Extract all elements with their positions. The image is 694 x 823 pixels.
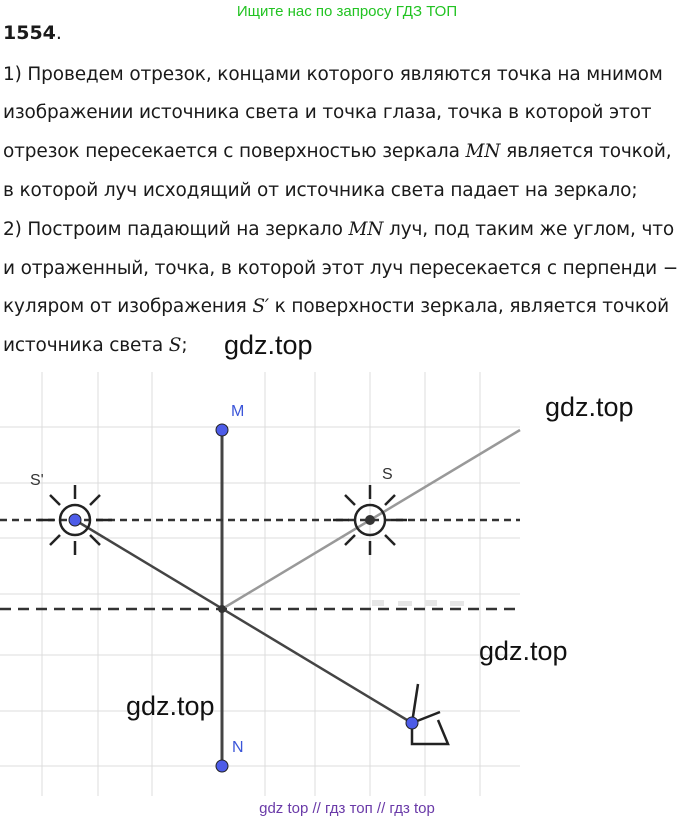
- label-s-prime: S': [30, 472, 44, 489]
- watermark-4: gdz.top: [126, 691, 215, 721]
- solution-line-5: 2) Построим падающий на зеркало MN луч, под таким же углом, что: [3, 219, 675, 240]
- math-s-prime: S′: [252, 296, 269, 317]
- point-s-prime: [69, 514, 81, 526]
- solution-line-7: куляром от изображения S′ к поверхности зеркала, является точкой: [3, 296, 669, 317]
- solution-line-6: и отраженный, точка, в которой этот луч пересекается с перпенди −: [3, 258, 679, 279]
- point-incidence: [218, 605, 226, 613]
- faint-smudge: [372, 600, 464, 606]
- point-n: [216, 760, 228, 772]
- problem-number-suffix: .: [55, 22, 62, 44]
- point-m: [216, 424, 228, 436]
- point-s: [365, 515, 375, 525]
- solution-line-4: в которой луч исходящий от источника света падает на зеркало;: [3, 180, 638, 201]
- problem-number-value: 1554: [3, 22, 56, 44]
- watermark-1: gdz.top: [224, 330, 313, 360]
- math-mn: MN: [348, 219, 384, 240]
- solution-line-2: изображении источника света и точка глаза, точка в которой этот: [3, 102, 652, 123]
- footer-links[interactable]: gdz top // гдз топ // гдз top: [259, 800, 435, 817]
- mirror-reflection-diagram: [0, 372, 694, 796]
- point-eye: [406, 717, 418, 729]
- label-m: M: [231, 403, 245, 420]
- solution-line-1: 1) Проведем отрезок, концами которого являются точка на мнимом: [3, 64, 663, 85]
- math-s: S: [168, 335, 182, 356]
- watermark-3: gdz.top: [479, 636, 568, 666]
- label-n: N: [232, 739, 244, 756]
- math-mn: MN: [465, 141, 501, 162]
- search-hint-link[interactable]: Ищите нас по запросу ГДЗ ТОП: [236, 3, 458, 20]
- label-s: S: [382, 466, 393, 483]
- problem-number: [3, 22, 62, 44]
- solution-line-8: источника света S;: [3, 335, 188, 356]
- eye-icon: [412, 684, 448, 744]
- solution-line-3: отрезок пересекается с поверхностью зеркала MN является точкой,: [3, 141, 672, 162]
- watermark-2: gdz.top: [545, 392, 634, 422]
